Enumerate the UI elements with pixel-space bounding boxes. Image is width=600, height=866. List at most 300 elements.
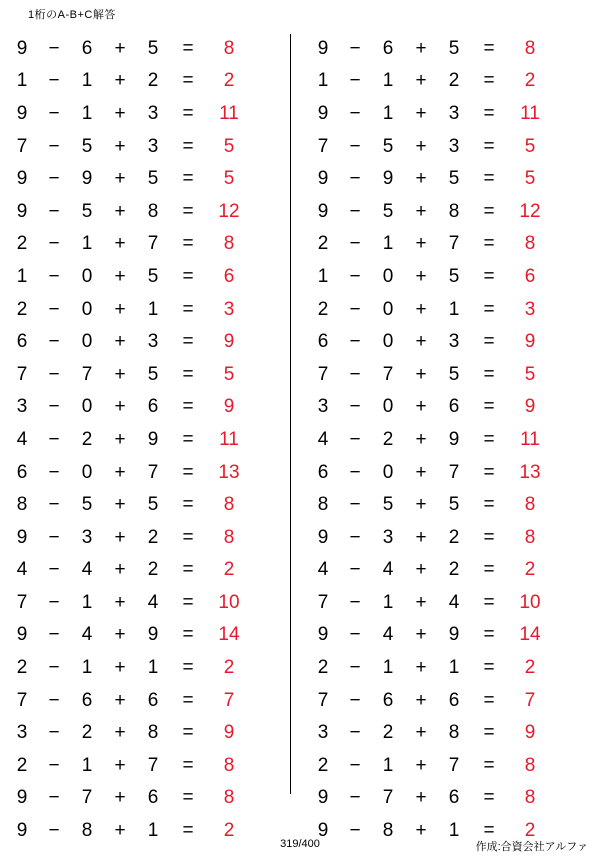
page-number: 319/400 bbox=[280, 838, 320, 850]
operand-c: 1 bbox=[147, 820, 159, 842]
operator-minus: − bbox=[48, 265, 60, 287]
problem-row bbox=[309, 488, 581, 521]
answer-value: 8 bbox=[524, 37, 536, 59]
equals-sign: = bbox=[483, 494, 495, 516]
operand-a: 7 bbox=[16, 689, 28, 711]
operand-a: 3 bbox=[16, 722, 28, 744]
operand-c: 1 bbox=[448, 298, 460, 320]
equals-sign: = bbox=[182, 689, 194, 711]
operand-a: 1 bbox=[317, 70, 329, 92]
operand-b: 1 bbox=[382, 754, 394, 776]
equals-sign: = bbox=[182, 559, 194, 581]
operator-minus: − bbox=[48, 559, 60, 581]
operator-minus: − bbox=[48, 461, 60, 483]
operator-plus: + bbox=[114, 820, 126, 842]
operator-plus: + bbox=[114, 787, 126, 809]
equals-sign: = bbox=[483, 233, 495, 255]
answer-value: 8 bbox=[223, 787, 235, 809]
operator-plus: + bbox=[114, 494, 126, 516]
answer-value: 7 bbox=[524, 689, 536, 711]
equals-sign: = bbox=[483, 787, 495, 809]
problem-row bbox=[309, 97, 581, 130]
operator-minus: − bbox=[349, 135, 361, 157]
operator-minus: − bbox=[349, 233, 361, 255]
operand-c: 5 bbox=[147, 494, 159, 516]
equals-sign: = bbox=[182, 233, 194, 255]
operand-c: 9 bbox=[147, 428, 159, 450]
operand-b: 1 bbox=[81, 233, 93, 255]
problem-row bbox=[309, 782, 581, 815]
operator-plus: + bbox=[415, 265, 427, 287]
operator-minus: − bbox=[349, 70, 361, 92]
answer-value: 5 bbox=[524, 363, 536, 385]
operator-plus: + bbox=[415, 331, 427, 353]
problem-row bbox=[8, 684, 290, 717]
answer-value: 13 bbox=[218, 461, 240, 483]
operator-minus: − bbox=[349, 363, 361, 385]
operand-b: 1 bbox=[81, 102, 93, 124]
operator-minus: − bbox=[349, 494, 361, 516]
problem-row bbox=[309, 521, 581, 554]
operator-plus: + bbox=[114, 168, 126, 190]
answer-value: 2 bbox=[524, 657, 536, 679]
operand-b: 0 bbox=[382, 461, 394, 483]
operand-a: 7 bbox=[317, 689, 329, 711]
answer-value: 11 bbox=[219, 428, 239, 450]
operand-c: 5 bbox=[147, 37, 159, 59]
answer-value: 9 bbox=[524, 331, 536, 353]
operator-plus: + bbox=[114, 265, 126, 287]
operator-minus: − bbox=[48, 494, 60, 516]
answer-value: 9 bbox=[524, 396, 536, 418]
operand-c: 9 bbox=[147, 624, 159, 646]
operand-a: 6 bbox=[16, 331, 28, 353]
operand-a: 3 bbox=[317, 722, 329, 744]
operator-minus: − bbox=[349, 820, 361, 842]
problem-row bbox=[309, 325, 581, 358]
answer-value: 8 bbox=[524, 233, 536, 255]
problem-row bbox=[309, 651, 581, 684]
equals-sign: = bbox=[182, 624, 194, 646]
equals-sign: = bbox=[483, 461, 495, 483]
operator-minus: − bbox=[48, 298, 60, 320]
answer-value: 3 bbox=[524, 298, 536, 320]
operator-plus: + bbox=[415, 363, 427, 385]
operator-plus: + bbox=[114, 331, 126, 353]
operand-a: 6 bbox=[16, 461, 28, 483]
operand-b: 4 bbox=[81, 624, 93, 646]
answer-value: 3 bbox=[223, 298, 235, 320]
operand-b: 2 bbox=[382, 428, 394, 450]
operand-a: 3 bbox=[16, 396, 28, 418]
operand-b: 1 bbox=[81, 754, 93, 776]
operand-a: 7 bbox=[16, 591, 28, 613]
operator-plus: + bbox=[114, 70, 126, 92]
operand-b: 5 bbox=[382, 200, 394, 222]
operator-minus: − bbox=[48, 168, 60, 190]
answer-value: 5 bbox=[223, 168, 235, 190]
operand-b: 5 bbox=[382, 494, 394, 516]
operator-minus: − bbox=[48, 428, 60, 450]
equals-sign: = bbox=[182, 331, 194, 353]
equals-sign: = bbox=[182, 494, 194, 516]
problem-row bbox=[309, 716, 581, 749]
problem-row bbox=[8, 391, 290, 424]
operand-b: 0 bbox=[382, 265, 394, 287]
operand-c: 3 bbox=[448, 102, 460, 124]
operator-minus: − bbox=[48, 787, 60, 809]
operand-b: 1 bbox=[382, 591, 394, 613]
operand-a: 9 bbox=[317, 168, 329, 190]
problem-row bbox=[309, 554, 581, 587]
operand-b: 5 bbox=[81, 494, 93, 516]
answer-value: 8 bbox=[223, 37, 235, 59]
equals-sign: = bbox=[182, 102, 194, 124]
operand-a: 2 bbox=[16, 657, 28, 679]
operand-b: 6 bbox=[81, 37, 93, 59]
operand-b: 0 bbox=[81, 461, 93, 483]
answer-value: 10 bbox=[218, 591, 240, 613]
operand-c: 3 bbox=[147, 102, 159, 124]
operand-a: 7 bbox=[317, 591, 329, 613]
operand-a: 9 bbox=[317, 820, 329, 842]
operator-plus: + bbox=[114, 559, 126, 581]
operand-c: 5 bbox=[147, 265, 159, 287]
operand-a: 7 bbox=[16, 135, 28, 157]
operand-b: 0 bbox=[382, 331, 394, 353]
problem-row bbox=[309, 619, 581, 652]
answer-value: 2 bbox=[524, 559, 536, 581]
operand-a: 3 bbox=[317, 396, 329, 418]
problem-row bbox=[8, 586, 290, 619]
operand-b: 0 bbox=[81, 396, 93, 418]
operator-plus: + bbox=[415, 168, 427, 190]
operand-a: 9 bbox=[16, 168, 28, 190]
equals-sign: = bbox=[483, 135, 495, 157]
credit-text: 作成:合資会社アルファ bbox=[475, 841, 588, 853]
equals-sign: = bbox=[182, 526, 194, 548]
operand-b: 8 bbox=[382, 820, 394, 842]
operand-a: 7 bbox=[317, 363, 329, 385]
operand-b: 2 bbox=[81, 722, 93, 744]
operator-plus: + bbox=[114, 657, 126, 679]
operand-c: 1 bbox=[448, 657, 460, 679]
operator-plus: + bbox=[114, 428, 126, 450]
equals-sign: = bbox=[483, 820, 495, 842]
problem-row bbox=[8, 260, 290, 293]
answer-value: 2 bbox=[223, 657, 235, 679]
problem-row bbox=[309, 195, 581, 228]
operator-minus: − bbox=[48, 363, 60, 385]
equals-sign: = bbox=[483, 657, 495, 679]
operator-plus: + bbox=[114, 526, 126, 548]
equals-sign: = bbox=[182, 461, 194, 483]
problem-row bbox=[8, 521, 290, 554]
operand-a: 4 bbox=[317, 559, 329, 581]
equals-sign: = bbox=[483, 591, 495, 613]
operator-plus: + bbox=[415, 722, 427, 744]
page-title: 1桁のA-B+C解答 bbox=[28, 9, 116, 21]
operator-plus: + bbox=[415, 657, 427, 679]
operand-a: 4 bbox=[16, 428, 28, 450]
problem-row bbox=[8, 130, 290, 163]
operator-plus: + bbox=[415, 820, 427, 842]
operand-b: 4 bbox=[81, 559, 93, 581]
operator-minus: − bbox=[48, 754, 60, 776]
equals-sign: = bbox=[483, 428, 495, 450]
problem-row bbox=[8, 423, 290, 456]
problem-row bbox=[309, 162, 581, 195]
operand-a: 9 bbox=[317, 624, 329, 646]
operator-minus: − bbox=[349, 396, 361, 418]
operand-b: 7 bbox=[382, 787, 394, 809]
operand-b: 0 bbox=[81, 331, 93, 353]
operand-c: 7 bbox=[147, 754, 159, 776]
equals-sign: = bbox=[483, 37, 495, 59]
operator-minus: − bbox=[349, 787, 361, 809]
operator-minus: − bbox=[48, 624, 60, 646]
answer-value: 2 bbox=[223, 70, 235, 92]
operand-b: 5 bbox=[382, 135, 394, 157]
operator-minus: − bbox=[48, 820, 60, 842]
answer-value: 13 bbox=[519, 461, 541, 483]
answer-value: 9 bbox=[223, 331, 235, 353]
equals-sign: = bbox=[182, 591, 194, 613]
problem-row bbox=[8, 195, 290, 228]
equals-sign: = bbox=[182, 70, 194, 92]
operand-c: 4 bbox=[448, 591, 460, 613]
operator-minus: − bbox=[349, 559, 361, 581]
equals-sign: = bbox=[483, 526, 495, 548]
operator-plus: + bbox=[114, 102, 126, 124]
operand-c: 7 bbox=[147, 233, 159, 255]
operator-plus: + bbox=[415, 70, 427, 92]
operand-b: 0 bbox=[81, 265, 93, 287]
operator-plus: + bbox=[114, 689, 126, 711]
answer-value: 7 bbox=[223, 689, 235, 711]
equals-sign: = bbox=[182, 298, 194, 320]
answer-value: 2 bbox=[223, 559, 235, 581]
equals-sign: = bbox=[182, 200, 194, 222]
problem-row bbox=[8, 228, 290, 261]
operator-minus: − bbox=[349, 37, 361, 59]
equals-sign: = bbox=[182, 787, 194, 809]
operand-c: 6 bbox=[448, 689, 460, 711]
operand-b: 7 bbox=[382, 363, 394, 385]
operand-a: 2 bbox=[317, 754, 329, 776]
operand-c: 8 bbox=[147, 200, 159, 222]
operand-b: 0 bbox=[81, 298, 93, 320]
operator-minus: − bbox=[48, 591, 60, 613]
equals-sign: = bbox=[483, 102, 495, 124]
equals-sign: = bbox=[182, 657, 194, 679]
problem-row bbox=[309, 749, 581, 782]
operator-plus: + bbox=[114, 754, 126, 776]
operand-b: 5 bbox=[81, 200, 93, 222]
operand-b: 8 bbox=[81, 820, 93, 842]
operand-a: 9 bbox=[317, 37, 329, 59]
operand-c: 7 bbox=[147, 461, 159, 483]
operator-minus: − bbox=[48, 70, 60, 92]
operand-c: 3 bbox=[448, 135, 460, 157]
operator-plus: + bbox=[415, 200, 427, 222]
operand-c: 2 bbox=[147, 526, 159, 548]
operand-c: 8 bbox=[448, 722, 460, 744]
answer-value: 5 bbox=[524, 135, 536, 157]
operand-b: 0 bbox=[382, 298, 394, 320]
operand-a: 6 bbox=[317, 461, 329, 483]
answer-value: 9 bbox=[524, 722, 536, 744]
operand-c: 8 bbox=[147, 722, 159, 744]
equals-sign: = bbox=[483, 70, 495, 92]
operand-c: 3 bbox=[147, 331, 159, 353]
operand-b: 1 bbox=[81, 591, 93, 613]
operand-b: 6 bbox=[81, 689, 93, 711]
operator-plus: + bbox=[415, 591, 427, 613]
equals-sign: = bbox=[483, 168, 495, 190]
operand-a: 2 bbox=[16, 233, 28, 255]
answer-value: 5 bbox=[524, 168, 536, 190]
operator-plus: + bbox=[114, 135, 126, 157]
operand-c: 5 bbox=[147, 363, 159, 385]
operand-b: 1 bbox=[81, 70, 93, 92]
problem-row bbox=[8, 619, 290, 652]
operand-a: 9 bbox=[16, 526, 28, 548]
operand-a: 9 bbox=[16, 37, 28, 59]
problem-column-right bbox=[291, 26, 581, 842]
operand-c: 8 bbox=[448, 200, 460, 222]
operator-plus: + bbox=[114, 363, 126, 385]
operator-minus: − bbox=[349, 526, 361, 548]
problem-row bbox=[8, 32, 290, 65]
operand-c: 6 bbox=[448, 787, 460, 809]
operand-b: 2 bbox=[382, 722, 394, 744]
operand-c: 5 bbox=[448, 494, 460, 516]
equals-sign: = bbox=[483, 722, 495, 744]
operand-c: 6 bbox=[147, 396, 159, 418]
operand-c: 1 bbox=[448, 820, 460, 842]
operand-a: 9 bbox=[317, 102, 329, 124]
operator-minus: − bbox=[48, 233, 60, 255]
operator-minus: − bbox=[349, 265, 361, 287]
equals-sign: = bbox=[483, 559, 495, 581]
answer-value: 8 bbox=[223, 233, 235, 255]
problem-row bbox=[309, 456, 581, 489]
operand-b: 4 bbox=[382, 624, 394, 646]
answer-value: 8 bbox=[223, 494, 235, 516]
operator-plus: + bbox=[415, 233, 427, 255]
answer-value: 14 bbox=[218, 624, 240, 646]
operand-b: 1 bbox=[382, 70, 394, 92]
problem-row bbox=[309, 228, 581, 261]
problem-column-left bbox=[0, 26, 290, 842]
operand-c: 5 bbox=[448, 363, 460, 385]
operand-b: 1 bbox=[382, 233, 394, 255]
answer-value: 8 bbox=[524, 754, 536, 776]
operator-minus: − bbox=[349, 331, 361, 353]
answer-value: 2 bbox=[223, 820, 235, 842]
operand-c: 6 bbox=[147, 787, 159, 809]
equals-sign: = bbox=[182, 135, 194, 157]
answer-value: 12 bbox=[519, 200, 541, 222]
operator-minus: − bbox=[349, 298, 361, 320]
equals-sign: = bbox=[483, 754, 495, 776]
problem-row bbox=[309, 130, 581, 163]
operand-c: 7 bbox=[448, 754, 460, 776]
problem-row bbox=[8, 554, 290, 587]
operator-minus: − bbox=[48, 200, 60, 222]
operand-b: 7 bbox=[81, 787, 93, 809]
operand-a: 2 bbox=[317, 298, 329, 320]
operator-minus: − bbox=[48, 396, 60, 418]
equals-sign: = bbox=[182, 396, 194, 418]
operator-plus: + bbox=[415, 396, 427, 418]
problem-row bbox=[8, 65, 290, 98]
operand-a: 7 bbox=[16, 363, 28, 385]
equals-sign: = bbox=[182, 722, 194, 744]
operator-plus: + bbox=[415, 461, 427, 483]
problem-row bbox=[309, 358, 581, 391]
operator-plus: + bbox=[114, 461, 126, 483]
operator-plus: + bbox=[114, 722, 126, 744]
problem-row bbox=[8, 716, 290, 749]
operand-a: 1 bbox=[317, 265, 329, 287]
problem-row bbox=[8, 162, 290, 195]
problem-row bbox=[8, 325, 290, 358]
operand-c: 2 bbox=[448, 70, 460, 92]
page-footer bbox=[0, 838, 600, 858]
answer-value: 6 bbox=[524, 265, 536, 287]
operator-minus: − bbox=[349, 428, 361, 450]
problem-row bbox=[309, 586, 581, 619]
equals-sign: = bbox=[182, 428, 194, 450]
problem-row bbox=[309, 391, 581, 424]
operand-b: 2 bbox=[81, 428, 93, 450]
operator-minus: − bbox=[349, 102, 361, 124]
answer-value: 2 bbox=[524, 820, 536, 842]
operator-plus: + bbox=[415, 102, 427, 124]
operator-minus: − bbox=[48, 37, 60, 59]
operand-c: 7 bbox=[448, 233, 460, 255]
operator-plus: + bbox=[415, 135, 427, 157]
operand-a: 1 bbox=[16, 265, 28, 287]
problem-row bbox=[8, 488, 290, 521]
problem-row bbox=[8, 97, 290, 130]
operand-a: 8 bbox=[317, 494, 329, 516]
operator-plus: + bbox=[415, 689, 427, 711]
answer-value: 12 bbox=[218, 200, 240, 222]
problem-row bbox=[309, 684, 581, 717]
operator-plus: + bbox=[114, 591, 126, 613]
operand-a: 6 bbox=[317, 331, 329, 353]
answer-value: 5 bbox=[223, 135, 235, 157]
problem-row bbox=[8, 782, 290, 815]
operand-c: 1 bbox=[147, 298, 159, 320]
operator-plus: + bbox=[114, 37, 126, 59]
answer-value: 11 bbox=[520, 428, 540, 450]
operand-b: 1 bbox=[382, 657, 394, 679]
equals-sign: = bbox=[182, 820, 194, 842]
operand-b: 4 bbox=[382, 559, 394, 581]
operand-a: 9 bbox=[16, 200, 28, 222]
equals-sign: = bbox=[182, 265, 194, 287]
operand-a: 4 bbox=[317, 428, 329, 450]
operator-minus: − bbox=[48, 102, 60, 124]
operand-b: 3 bbox=[382, 526, 394, 548]
equals-sign: = bbox=[182, 754, 194, 776]
operator-plus: + bbox=[114, 396, 126, 418]
operator-plus: + bbox=[415, 754, 427, 776]
